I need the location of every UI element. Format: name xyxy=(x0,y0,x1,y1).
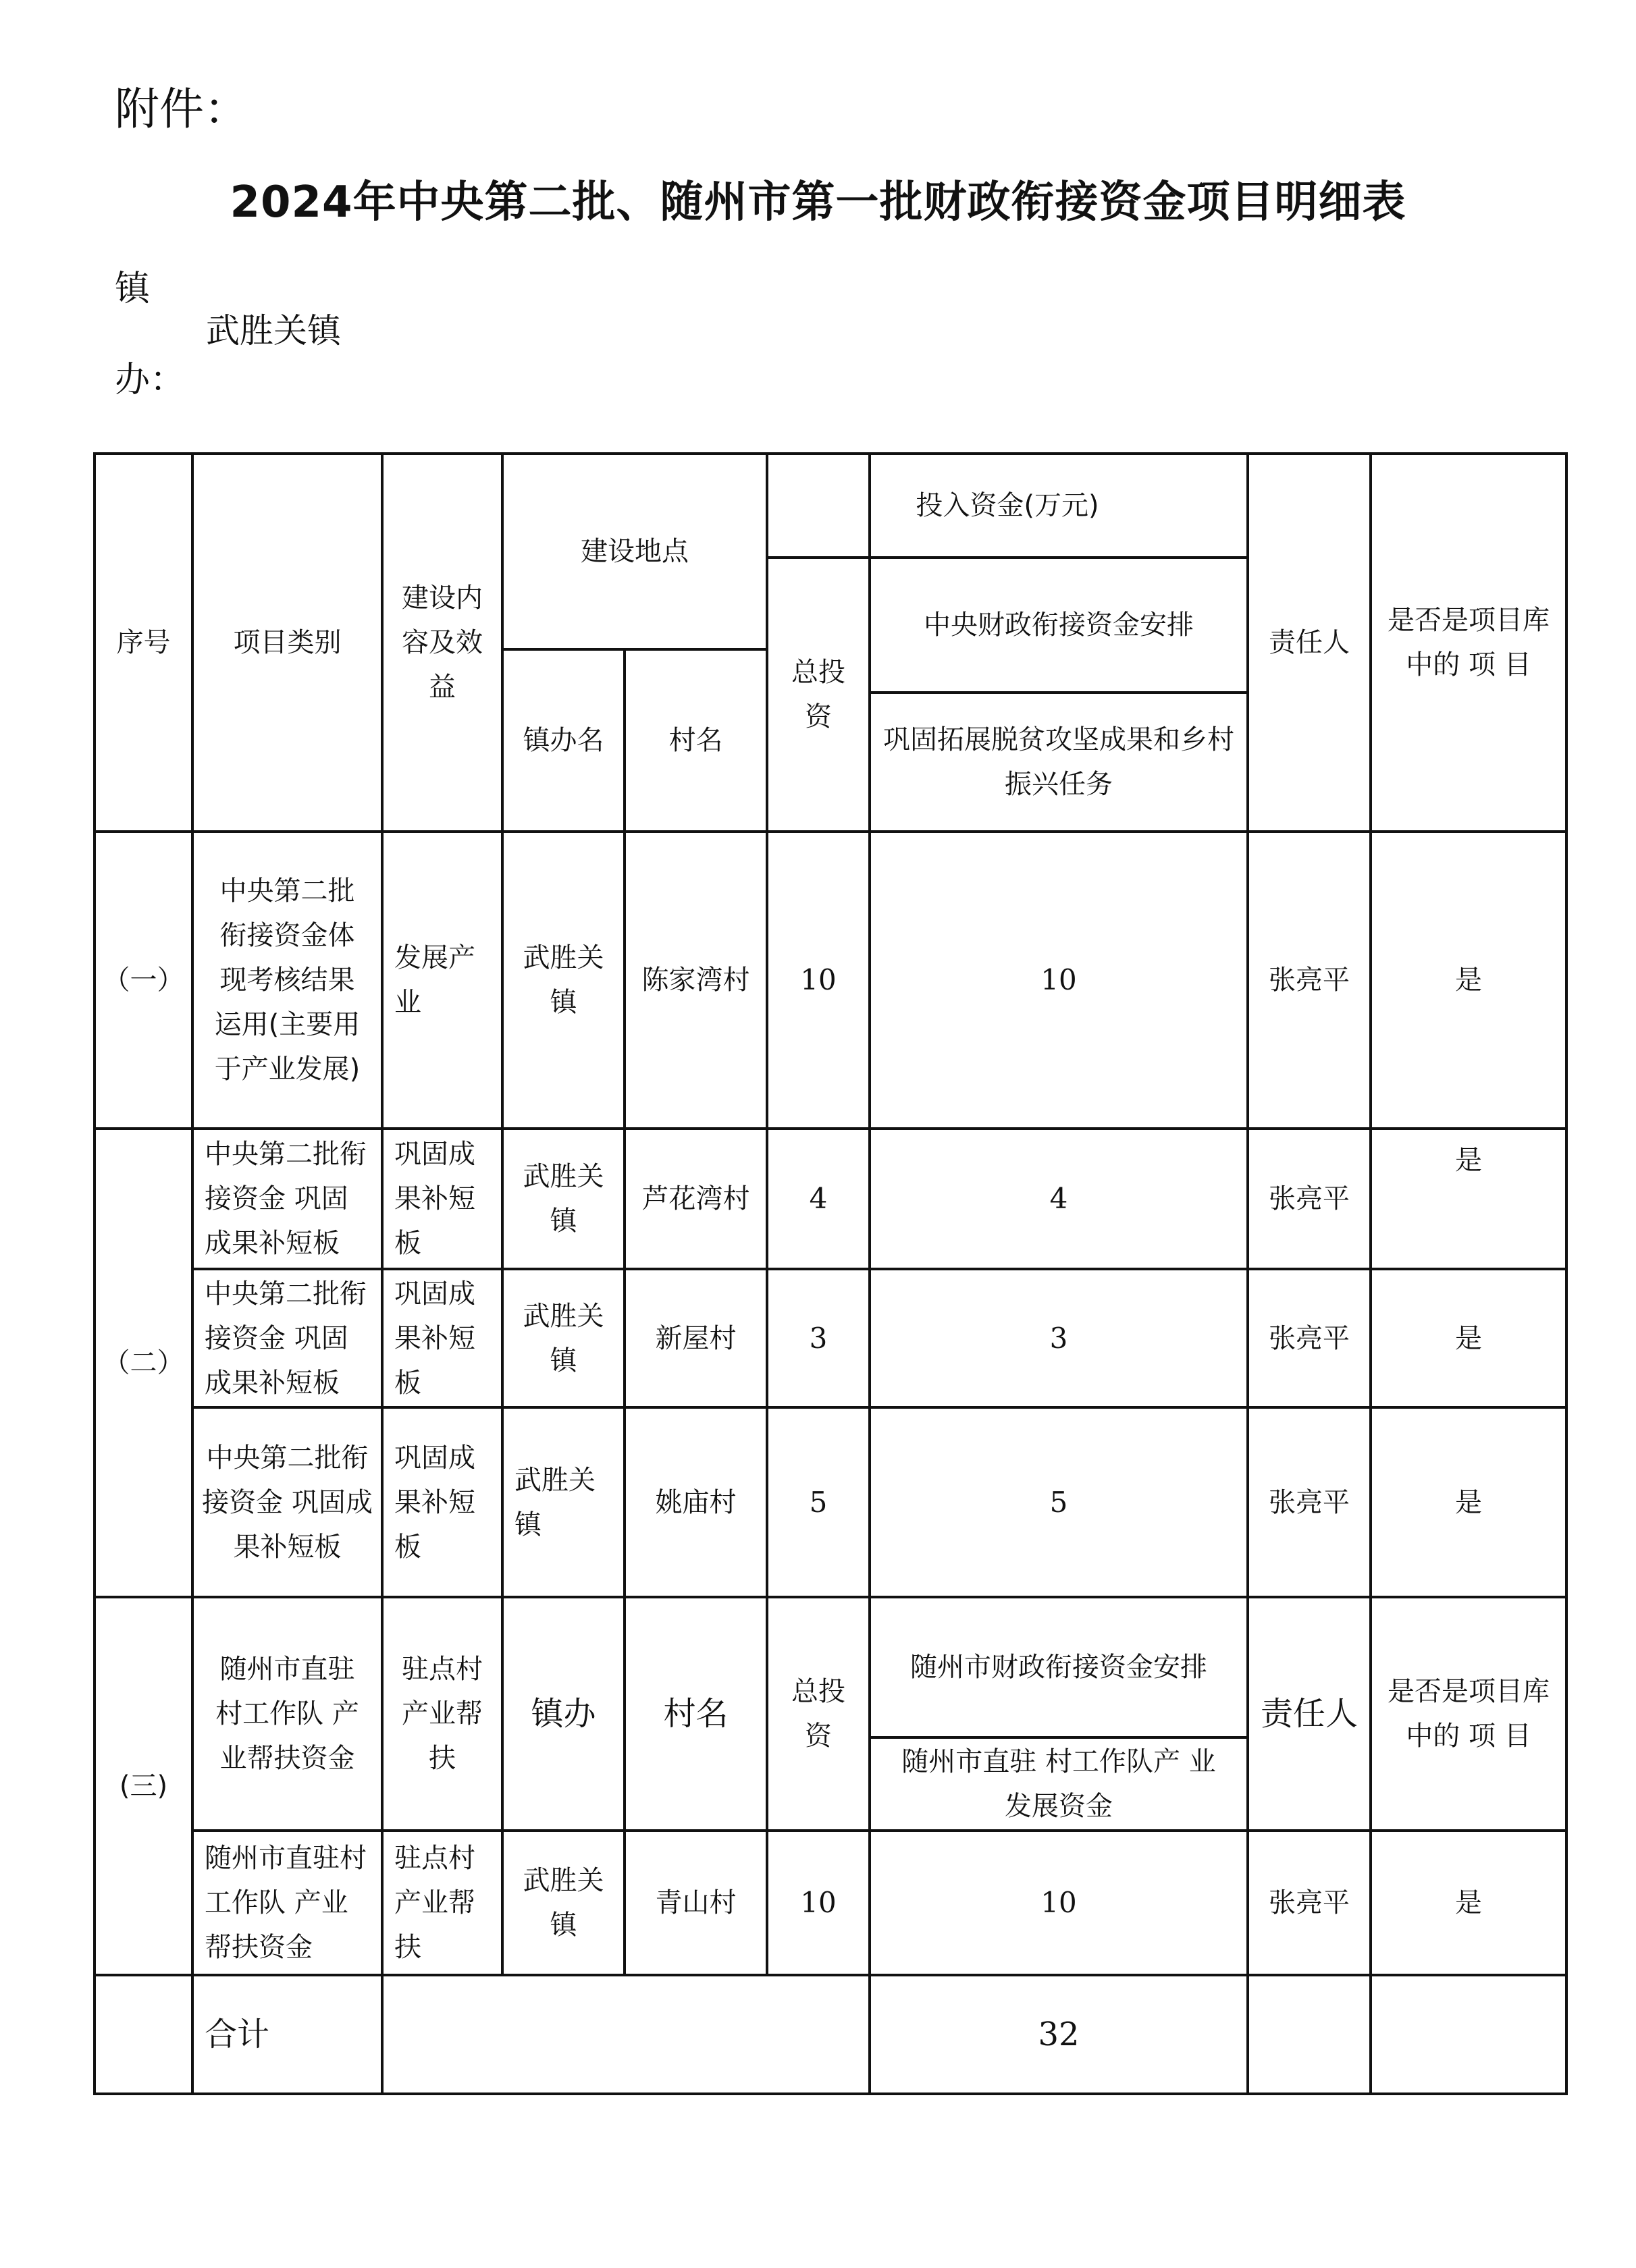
attachment-label: 附件： xyxy=(115,83,248,135)
row4-task: 5 xyxy=(1049,1485,1068,1519)
section3-header-content: 驻点村产业帮扶 xyxy=(402,1654,483,1774)
row1-content: 发展产业 xyxy=(394,942,475,1018)
row4-responsible: 张亮平 xyxy=(1269,1486,1350,1518)
row3-task: 3 xyxy=(1049,1321,1068,1355)
row4-village: 姚庙村 xyxy=(655,1486,737,1518)
row3-responsible: 张亮平 xyxy=(1269,1322,1350,1354)
document-title: 2024年中央第二批、随州市第一批财政衔接资金项目明细表 xyxy=(230,178,1406,227)
row4-content: 巩固成果补短板 xyxy=(394,1442,475,1563)
row-group3-seq: (三) xyxy=(119,1771,168,1802)
section3-header-responsible: 责任人 xyxy=(1260,1695,1358,1733)
header-consolidate-task: 巩固拓展脱贫攻坚成果和乡村振兴任务 xyxy=(883,724,1234,800)
row5-fund: 10 xyxy=(1040,1886,1077,1919)
row2-responsible: 张亮平 xyxy=(1269,1183,1350,1214)
row5-in-library: 是 xyxy=(1455,1887,1482,1918)
row2-total: 4 xyxy=(809,1182,828,1215)
row5-total: 10 xyxy=(800,1886,837,1919)
row-group2-seq: （二） xyxy=(103,1347,184,1378)
header-town: 镇办名 xyxy=(523,725,604,756)
row3-category: 中央第二批衔接资金 巩固成果补短板 xyxy=(205,1278,367,1399)
row2-task: 4 xyxy=(1049,1182,1068,1215)
header-content: 建设内容及效益 xyxy=(402,583,483,703)
row1-village: 陈家湾村 xyxy=(641,965,750,996)
row2-in-library: 是 xyxy=(1455,1145,1482,1176)
row2-category: 中央第二批衔接资金 巩固成果补短板 xyxy=(205,1139,367,1259)
row2-village: 芦花湾村 xyxy=(641,1183,750,1214)
row3-total: 3 xyxy=(809,1321,828,1355)
header-village: 村名 xyxy=(668,725,723,756)
section3-header-fund: 随州市直驻 村工作队产 业发展资金 xyxy=(901,1746,1216,1822)
town-name: 武胜关镇 xyxy=(206,311,341,350)
row4-town: 武胜关镇 xyxy=(514,1464,596,1540)
row4-in-library: 是 xyxy=(1455,1486,1482,1518)
town-label-top: 镇 xyxy=(115,269,151,309)
row2-content: 巩固成果补短板 xyxy=(394,1139,475,1259)
header-location: 建设地点 xyxy=(581,536,689,567)
section3-header-in-library: 是否是项目库中的 项 目 xyxy=(1388,1676,1550,1752)
section3-header-category: 随州市直驻村工作队 产业帮扶资金 xyxy=(215,1654,359,1774)
row5-town: 武胜关镇 xyxy=(523,1865,604,1941)
row1-town: 武胜关镇 xyxy=(523,942,604,1018)
section3-header-arrangement: 随州市财政衔接资金安排 xyxy=(910,1652,1207,1683)
row4-category: 中央第二批衔接资金 巩固成果补短板 xyxy=(202,1442,373,1563)
row5-village: 青山村 xyxy=(655,1887,737,1918)
town-label-bottom: 办： xyxy=(115,360,186,400)
row2-town: 武胜关镇 xyxy=(523,1161,604,1237)
total-value: 32 xyxy=(1038,2016,1080,2053)
row5-content: 驻点村产业帮扶 xyxy=(394,1843,475,1963)
section3-header-total: 总投资 xyxy=(791,1676,845,1752)
header-investment: 投入资金(万元) xyxy=(916,490,1099,521)
row5-category: 随州市直驻村工作队 产业帮扶资金 xyxy=(205,1843,367,1963)
row1-total: 10 xyxy=(800,963,837,996)
header-responsible: 责任人 xyxy=(1269,627,1350,658)
section3-header-town: 镇办 xyxy=(531,1695,596,1733)
header-in-library: 是否是项目库中的 项 目 xyxy=(1388,605,1550,680)
row1-in-library: 是 xyxy=(1455,965,1482,996)
row3-village: 新屋村 xyxy=(655,1322,737,1354)
row1-category: 中央第二批衔接资金体现考核结果运用(主要用于产业发展) xyxy=(214,875,361,1085)
header-seq: 序号 xyxy=(116,627,171,658)
header-category: 项目类别 xyxy=(233,627,342,658)
row4-total: 5 xyxy=(809,1485,828,1519)
row1-seq: （一） xyxy=(103,965,184,996)
header-total: 总投资 xyxy=(791,657,845,732)
row3-content: 巩固成果补短板 xyxy=(394,1278,475,1399)
row5-responsible: 张亮平 xyxy=(1269,1887,1350,1918)
section3-header-village: 村名 xyxy=(663,1695,729,1733)
row1-responsible: 张亮平 xyxy=(1269,965,1350,996)
row1-task: 10 xyxy=(1040,963,1077,996)
row3-town: 武胜关镇 xyxy=(523,1300,604,1376)
header-central-arrangement: 中央财政衔接资金安排 xyxy=(924,610,1194,641)
row3-in-library: 是 xyxy=(1455,1322,1482,1354)
total-label: 合计 xyxy=(205,2016,270,2053)
